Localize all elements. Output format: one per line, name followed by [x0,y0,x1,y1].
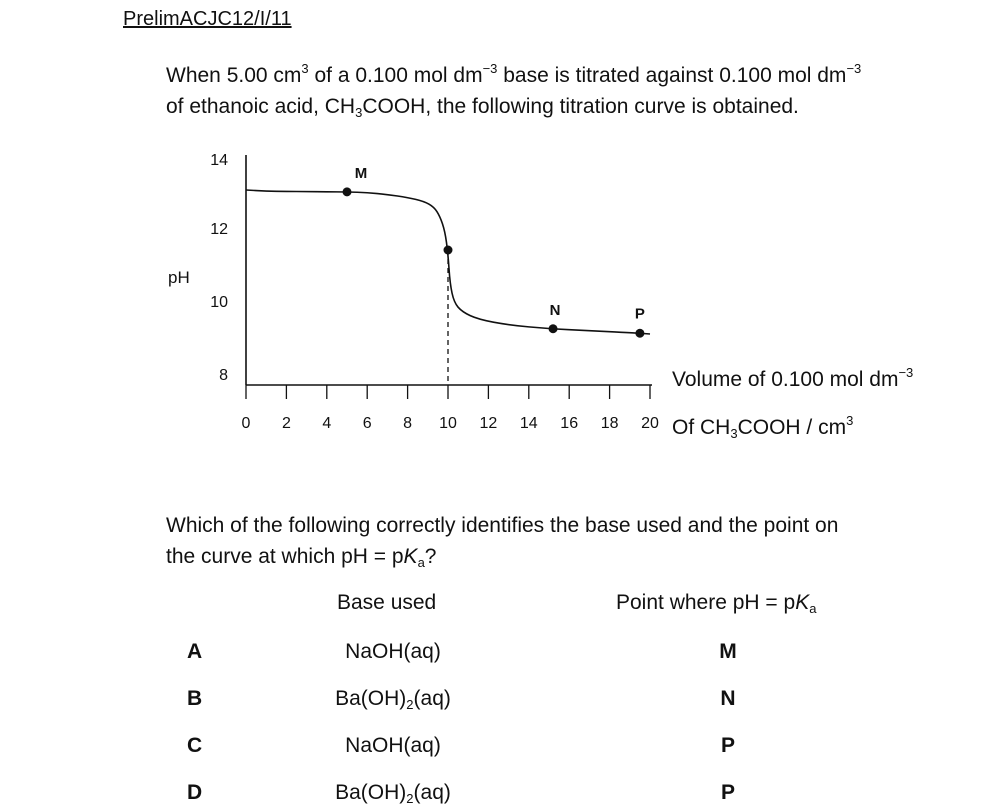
question-line-2: of ethanoic acid, $CH_3COOH$, the following titration curve is obtained. [166,95,799,120]
option-base: $Ba(OH)_2(aq)$ [335,781,451,806]
x-tick-label: 14 [519,415,538,432]
y-tick-label: 14 [210,152,228,169]
question2-line-2: the curve at which pH = $pK_a$? [166,545,437,570]
point-label: P [634,305,645,323]
option-point: N [720,687,736,710]
x-axis-label-line-1: Volume of 0.100 mol $dm^{-3}$ [672,365,914,391]
option-letter[interactable]: A [187,640,203,663]
header-base-used: Base used [337,591,437,614]
option-point: M [719,640,737,663]
x-tick-label: 4 [322,415,332,432]
option-base: $Ba(OH)_2(aq)$ [335,687,451,712]
option-point: P [720,734,736,757]
y-tick-label: 10 [210,294,228,311]
x-tick-label: 16 [560,415,579,432]
x-tick-label: 20 [641,415,659,432]
point-label: M [354,164,368,182]
x-tick-label: 12 [479,415,498,432]
point-marker [549,324,558,333]
point-marker [635,329,644,338]
question2-line-1: Which of the following correctly identifies the base used and the point on [166,514,839,537]
x-tick-label: 18 [600,415,619,432]
option-point: P [720,781,736,804]
chart-ticks [210,152,659,432]
x-axis-label-line-2: Of CH3COOH / $cm^3$ [672,413,854,441]
option-letter[interactable]: C [187,734,203,757]
point-label: N [549,301,561,319]
question-line-1: When 5.00 $cm^3$ of a 0.100 mol $dm^{-3}$ base is titrated against 0.100 mol $dm^{-3}$ [166,61,862,87]
x-tick-label: 2 [281,415,291,432]
x-tick-label: 0 [241,415,251,432]
y-axis-label: pH [168,268,190,287]
header-point: Point where pH = $pK_a$ [616,591,817,616]
x-tick-label: 6 [362,415,372,432]
point-marker [343,187,352,196]
question-reference: PrelimACJC12/I/11 [123,8,292,30]
option-letter[interactable]: D [187,781,203,804]
point-marker [444,246,453,255]
question-prompt [166,510,838,572]
option-base: NaOH(aq) [345,734,441,757]
chart-points [343,165,645,338]
y-tick-label: 8 [219,367,228,384]
x-tick-label: 8 [403,415,413,432]
option-base: NaOH(aq) [345,640,441,663]
x-tick-label: 10 [439,415,457,432]
y-tick-label: 12 [210,221,228,238]
titration-curve [246,190,650,334]
option-letter[interactable]: B [187,687,203,710]
